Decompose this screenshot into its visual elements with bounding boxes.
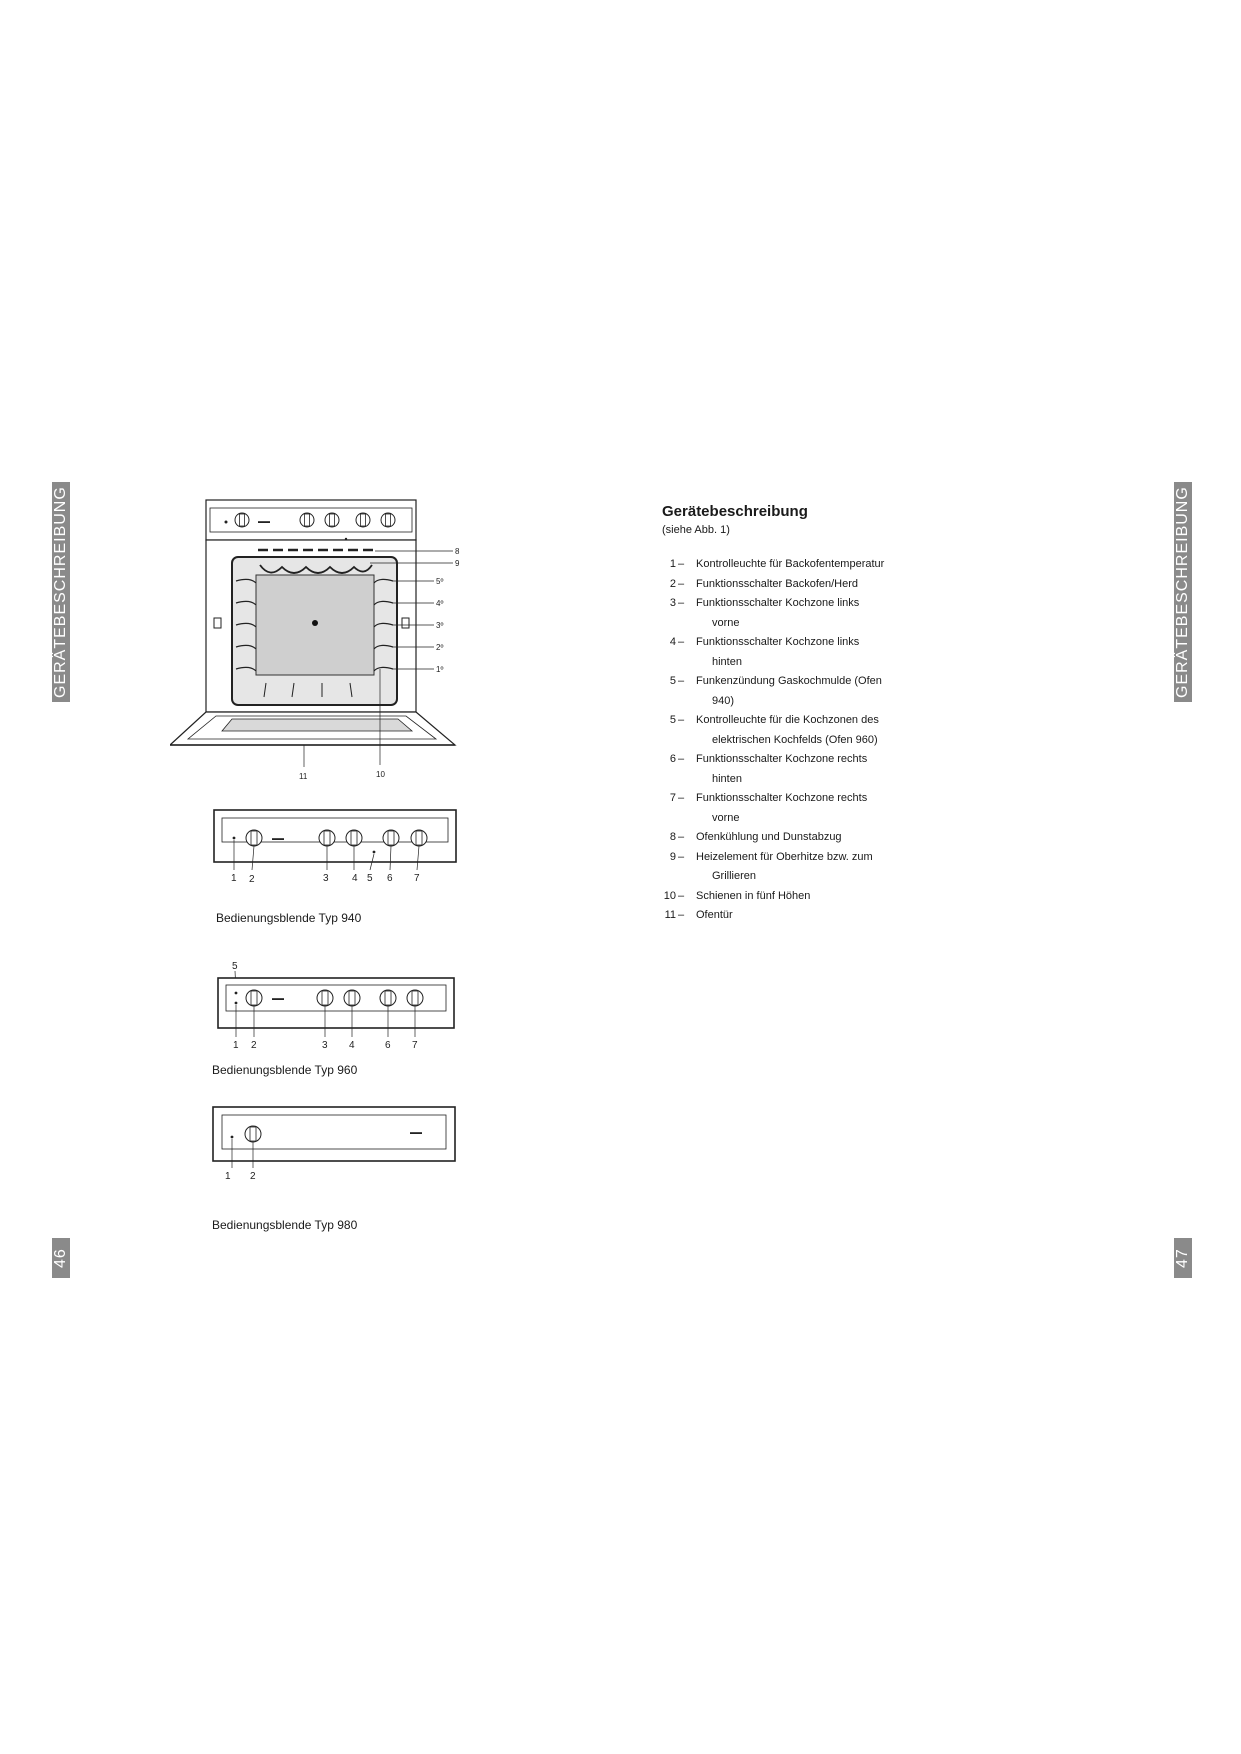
shelf-label-4: 4º: [436, 599, 444, 608]
description-list: [662, 555, 962, 926]
svg-text:▬▬: ▬▬: [272, 996, 284, 1002]
list-item-text: [696, 711, 962, 750]
panel-940-figure: [212, 806, 462, 884]
callout-9: 9: [455, 559, 460, 568]
oven-knob: [356, 513, 370, 527]
oven-figure: [170, 495, 470, 785]
list-item-number: 2: [669, 577, 676, 590]
panel-940-number: 6: [387, 873, 393, 884]
list-item-line2: Grillieren: [712, 870, 757, 882]
list-item-number: 5: [669, 675, 676, 687]
list-item-line2: vorne: [712, 811, 740, 824]
device-description: [662, 503, 962, 926]
panel-980-number: 1: [225, 1171, 231, 1182]
list-item-number: 5: [669, 714, 676, 726]
panel-960-top-number: 5: [232, 961, 238, 972]
panel-980-drawing: [210, 1105, 460, 1185]
list-item: [662, 828, 962, 848]
list-item-line1: Schienen in fünf Höhen: [696, 889, 811, 902]
panel-960-drawing: [214, 958, 464, 1050]
list-item-number: 9: [669, 850, 676, 863]
shelf-label-1: 1º: [436, 665, 444, 674]
list-item-dash: –: [678, 714, 685, 726]
list-item-text: [696, 594, 962, 633]
page-number-right: [1174, 1238, 1192, 1278]
list-item: [662, 906, 962, 926]
list-item-dash: –: [678, 909, 685, 921]
list-item-dash: –: [678, 597, 685, 609]
list-item-text: [696, 750, 962, 789]
description-title: Gerätebeschreibung: [662, 503, 808, 520]
page-number-left-label: 46: [52, 1248, 69, 1268]
list-item: [662, 575, 962, 595]
svg-text:▬▬: ▬▬: [272, 836, 284, 842]
panel-960-caption: Bedienungsblende Typ 960: [212, 1063, 358, 1077]
list-item-line1: Funktionsschalter Kochzone rechts: [696, 792, 868, 804]
panel-960-number: 6: [385, 1040, 391, 1050]
page-number-right-label: 47: [1174, 1248, 1191, 1268]
svg-text:▬▬: ▬▬: [258, 519, 270, 525]
list-item-dash: –: [678, 850, 685, 863]
list-item-text: [696, 828, 962, 848]
oven-knob: [381, 513, 395, 527]
list-item-number: 10: [663, 889, 676, 902]
list-item: [662, 750, 962, 789]
list-item-line1: Heizelement für Oberhitze bzw. zum: [696, 850, 873, 863]
list-item: [662, 887, 962, 907]
list-item-line1: Ofentür: [696, 909, 733, 921]
list-item-dash: –: [678, 889, 685, 902]
list-item: [662, 555, 962, 575]
list-item-text: [696, 848, 962, 887]
panel-940-number: 2: [249, 874, 255, 884]
oven-knob: [300, 513, 314, 527]
callout-8: 8: [455, 547, 460, 556]
list-item-line2: hinten: [712, 655, 742, 668]
list-item: [662, 789, 962, 828]
panel-940-number: 4: [352, 873, 358, 884]
section-tab-left: [52, 482, 70, 702]
list-item: [662, 672, 962, 711]
panel-960-number: 4: [349, 1040, 355, 1050]
list-item-text: [696, 633, 962, 672]
list-item-number: 7: [669, 792, 676, 804]
list-item: [662, 594, 962, 633]
list-item-line1: Funktionsschalter Backofen/Herd: [696, 577, 859, 590]
list-item-text: [696, 575, 962, 595]
list-item-line2: vorne: [712, 616, 740, 629]
oven-knob: [325, 513, 339, 527]
list-item-number: 6: [669, 753, 676, 765]
list-item-number: 1: [669, 558, 676, 570]
list-item-text: [696, 789, 962, 828]
list-item-dash: –: [678, 753, 685, 765]
list-item-text: [696, 672, 962, 711]
panel-940-number: 5: [367, 873, 373, 884]
list-item-text: [696, 887, 962, 907]
panel-940-caption: Bedienungsblende Typ 940: [216, 911, 362, 925]
panel-960-number: 3: [322, 1040, 328, 1050]
list-item-dash: –: [678, 558, 685, 570]
list-item-dash: –: [678, 636, 685, 648]
list-item-line1: Funktionsschalter Kochzone links: [696, 636, 860, 648]
description-subtitle: (siehe Abb. 1): [662, 524, 730, 536]
list-item-dash: –: [678, 577, 685, 590]
section-tab-left-label: GERÄTEBESCHREIBUNG: [52, 486, 69, 698]
panel-960-number: 2: [251, 1040, 257, 1050]
list-item-number: 4: [669, 636, 676, 648]
list-item-line2: hinten: [712, 772, 742, 785]
list-item-dash: –: [678, 792, 685, 804]
list-item-dash: –: [678, 831, 685, 843]
panel-960-number: 7: [412, 1040, 418, 1050]
callout-10: 10: [376, 770, 385, 779]
section-tab-right: [1174, 482, 1192, 702]
shelf-label-3: 3º: [436, 621, 444, 630]
panel-980-caption: Bedienungsblende Typ 980: [212, 1218, 358, 1232]
shelf-label-2: 2º: [436, 643, 444, 652]
list-item-line1: Funkenzündung Gaskochmulde (Ofen: [696, 675, 882, 687]
list-item-dash: –: [678, 675, 685, 687]
panel-940-number: 7: [414, 873, 420, 884]
list-item: [662, 848, 962, 887]
panel-940-drawing: [212, 806, 462, 884]
svg-text:▬▬: ▬▬: [410, 1130, 422, 1136]
panel-960-number: 1: [233, 1040, 239, 1050]
list-item-number: 11: [664, 909, 676, 921]
callout-11: 11: [299, 772, 308, 781]
list-item-line1: Ofenkühlung und Dunstabzug: [696, 831, 842, 843]
shelf-label-5: 5º: [436, 577, 444, 586]
list-item-line1: Funktionsschalter Kochzone rechts: [696, 753, 868, 765]
panel-980-number: 2: [250, 1171, 256, 1182]
page-number-left: [52, 1238, 70, 1278]
panel-980-figure: [210, 1105, 460, 1185]
panel-940-number: 1: [231, 873, 237, 884]
list-item-line2: 940): [712, 694, 735, 707]
list-item-line1: Kontrolleuchte für Backofentemperatur: [696, 558, 885, 570]
section-tab-right-label: GERÄTEBESCHREIBUNG: [1174, 486, 1191, 698]
list-item: [662, 711, 962, 750]
oven-drawing: [170, 495, 470, 785]
list-item-number: 8: [669, 831, 676, 843]
oven-knob: [235, 513, 249, 527]
list-item-line1: Funktionsschalter Kochzone links: [696, 597, 860, 609]
list-item: [662, 633, 962, 672]
list-item-text: [696, 906, 962, 926]
list-item-line2: elektrischen Kochfelds (Ofen 960): [712, 733, 878, 746]
list-item-text: [696, 555, 962, 575]
panel-940-number: 3: [323, 873, 329, 884]
panel-960-figure: [214, 958, 464, 1050]
list-item-number: 3: [669, 597, 676, 609]
list-item-line1: Kontrolleuchte für die Kochzonen des: [696, 714, 879, 726]
